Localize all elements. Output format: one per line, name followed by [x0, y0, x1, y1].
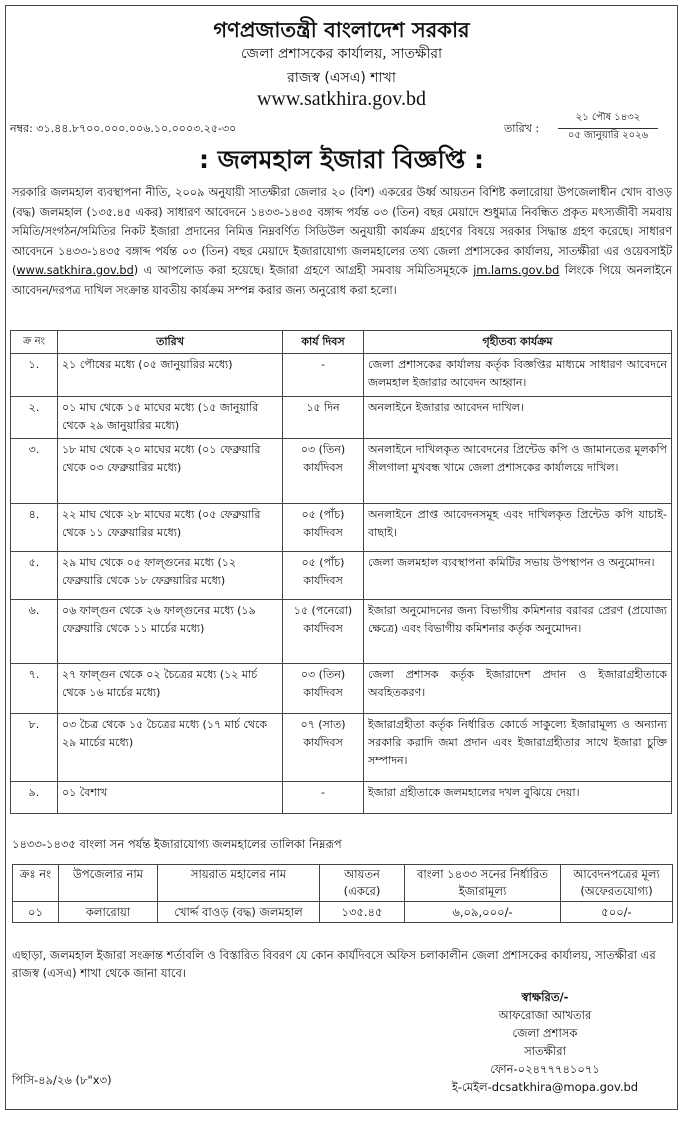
pc-code: পিসি-৪৯/২৬ (৮"x৩) [12, 1073, 112, 1087]
cell-activity: অনলাইনে ইজারার আবেদন দাখিল। [364, 397, 672, 439]
intro-text: সরকারি জলমহাল ব্যবস্থাপনা নীতি, ২০০৯ অনুযায়ী সাতক্ষীরা জেলার ২০ (বিশ) একরের উর্ধ্ব আয়তন বিশিষ্ট কলারোয়া উপজেলাধীন খোদ বাওড় (বদ্ধ) জলমহাল (১৩৫.৪৫ একর) সাধারণ আবেদনে ১৪৩৩-১৪৩৫ বঙ্গাব্দ পর্যন্ত ০৩ (তিন) বছর মেয়াদে শুধুমাত্র নিবন্ধিত প্রকৃত মৎস্যজীবী সমবায় সমিতি/সংগঠন/সমিতির নিকট ইজারা প্রদানের নিমিত্ত নিম্নবর্ণিত সিডিউল অনুযায়ী কার্যক্রম গ্রহণের বিষয়ে সরকার সিদ্ধান্ত গ্রহণ করেছে। সাধারণ আবেদনে ১৪৩৩-১৪৩৫ বঙ্গাব্দ পর্যন্ত ০৩ (তিন) বছর মেয়াদে ইজারাযোগ্য জলমহালের তথ্য জেলা প্রশাসকের কার্যালয়, সাতক্ষীরা এর ওয়েবসাইট ( [12, 186, 672, 277]
cell-upazila: কলারোয়া [59, 902, 158, 923]
signature-block [425, 988, 665, 1096]
date-english: ০৫ জানুয়ারি ২০২৬ [567, 130, 649, 141]
jalmahal-table [12, 864, 673, 923]
cell-workdays: ১৫ দিন [283, 397, 364, 439]
cell-application-fee: ৫০০/- [561, 902, 673, 923]
cell-workdays: ০৫ (পাঁচ) কার্যদিবস [283, 504, 364, 552]
website-link[interactable]: www.satkhira.gov.bd [256, 88, 427, 110]
cell-activity: ইজারা অনুমোদনের জন্য বিভাগীয় কমিশনার বরাবর প্রেরণ (প্রযোজ্য ক্ষেত্রে) এবং বিভাগীয় কমিশনার কর্তৃক অনুমোদন। [364, 600, 672, 664]
cell-activity: অনলাইনে প্রাপ্ত আবেদনসমূহ এবং দাখিলকৃত প্রিন্টেড কপি যাচাই-বাছাই। [364, 504, 672, 552]
cell-activity: জেলা জলমহাল ব্যবস্থাপনা কমিটির সভায় উপস্থাপন ও অনুমোদন। [364, 552, 672, 600]
cell-serial: ৪. [11, 504, 58, 552]
col-header-workdays: কার্য দিবস [283, 331, 364, 354]
col-header-mahal-name: সায়রাত মহালের নাম [158, 865, 320, 902]
notice-title: : জলমহাল ইজারা বিজ্ঞপ্তি : [198, 145, 484, 174]
cell-serial: ১. [11, 354, 58, 397]
col-header-lease-value: বাংলা ১৪৩৩ সনের নির্ধারিত ইজারামূল্য [405, 865, 561, 902]
branch-name: রাজস্ব (এসএ) শাখা [287, 70, 396, 86]
signatory-designation: জেলা প্রশাসক [512, 1026, 578, 1040]
cell-activity: ইজারা গ্রহীতাকে জলমহালের দখল বুঝিয়ে দেয়া। [364, 782, 672, 814]
table-row [11, 504, 672, 552]
col-header-area: আয়তন (একরে) [320, 865, 405, 902]
table-row [11, 552, 672, 600]
lams-link[interactable]: jm.lams.gov.bd [473, 264, 560, 277]
cell-serial: ৯. [11, 782, 58, 814]
email-address[interactable]: ই-মেইল-dcsatkhira@mopa.gov.bd [451, 1080, 639, 1094]
additional-info-note: এছাড়া, জলমহাল ইজারা সংক্রান্ত শর্তাবলি ও বিস্তারিত বিবরণ যে কোন কার্যদিবসে অফিস চলাকালীন জেলা প্রশাসকের কার্যালয়, সাতক্ষীরা এর রাজস্ব (এসএ) শাখা থেকে জানা যাবে। [12, 948, 656, 980]
signatory-name: আফরোজা আখতার [498, 1008, 592, 1022]
cell-lease-value: ৬,০৯,০০০/- [405, 902, 561, 923]
table-row [13, 902, 673, 923]
office-name: জেলা প্রশাসকের কার্যালয়, সাতক্ষীরা [240, 46, 443, 62]
cell-activity: জেলা প্রশাসকের কার্যালয় কর্তৃক বিজ্ঞপ্তির মাধ্যমে সাধারণ আবেদনে জলমহাল ইজারার আবেদন আহ্বান। [364, 354, 672, 397]
cell-area: ১৩৫.৪৫ [320, 902, 405, 923]
col-header-date: তারিখ [58, 331, 283, 354]
phone-number: ফোন-০২৪৭৭৭৪১০৭১ [490, 1062, 600, 1076]
date-label: তারিখ : [504, 122, 540, 135]
cell-date: ১৮ মাঘ থেকে ২০ মাঘের মধ্যে (০১ ফেব্রুয়ারি থেকে ০৩ ফেব্রুয়ারির মধ্যে) [58, 439, 283, 504]
cell-workdays: ০৩ (তিন) কার্যদিবস [283, 439, 364, 504]
table-row [11, 397, 672, 439]
col-header-serial: ক্রঃ নং [13, 865, 59, 902]
cell-date: ২৭ ফাল্গুন থেকে ০২ চৈত্রের মধ্যে (১২ মার্চ থেকে ১৬ মার্চের মধ্যে) [58, 664, 283, 714]
col-header-activity: গৃহীতব্য কার্যক্রম [364, 331, 672, 354]
cell-serial: ৬. [11, 600, 58, 664]
cell-serial: ৩. [11, 439, 58, 504]
col-header-serial: ক্র নং [11, 331, 58, 354]
intro-text: ) এ আপলোড করা হয়েছে। ইজারা গ্রহণে আগ্রহী সমবায় সমিতিসমূহকে [133, 264, 474, 277]
schedule-table [10, 330, 672, 814]
cell-serial: ০১ [13, 902, 59, 923]
table-row [11, 600, 672, 664]
table-row [11, 714, 672, 782]
cell-serial: ২. [11, 397, 58, 439]
cell-workdays: ০৩ (তিন) কার্যদিবস [283, 664, 364, 714]
cell-date: ২২ মাঘ থেকে ২৮ মাঘের মধ্যে (০৫ ফেব্রুয়ারি থেকে ১১ ফেব্রুয়ারির মধ্যে) [58, 504, 283, 552]
website-link-inline[interactable]: www.satkhira.gov.bd [16, 264, 134, 277]
col-header-application-fee: আবেদনপত্রের মূল্য (অফেরতযোগ্য) [561, 865, 673, 902]
cell-workdays: ১৫ (পনেরো) কার্যদিবস [283, 600, 364, 664]
cell-serial: ৭. [11, 664, 58, 714]
table-row [11, 664, 672, 714]
cell-date: ২১ পৌষের মধ্যে (০৫ জানুয়ারির মধ্যে) [58, 354, 283, 397]
date-bangla: ২১ পৌষ ১৪৩২ [558, 110, 658, 129]
col-header-upazila: উপজেলার নাম [59, 865, 158, 902]
cell-workdays: - [283, 782, 364, 814]
cell-workdays: ০৫ (পাঁচ) কার্যদিবস [283, 552, 364, 600]
memo-number: নম্বর: ৩১.৪৪.৮৭০০.০০০.০০৬.১০.০০০৩.২৫-৩০ [10, 122, 237, 135]
cell-activity: জেলা প্রশাসক কর্তৃক ইজারাদেশ প্রদান ও ইজারাগ্রহীতাকে অবহিতকরণ। [364, 664, 672, 714]
table-row [11, 782, 672, 814]
cell-workdays: ০৭ (সাত) কার্যদিবস [283, 714, 364, 782]
table-row [11, 439, 672, 504]
table-row [11, 354, 672, 397]
cell-activity: ইজারাগ্রহীতা কর্তৃক নির্ধারিত কোর্ডে সাকুল্যে ইজারামূল্য ও অন্যান্য সরকারি করাদি জমা প্রদান এবং ইজারাগ্রহীতার সাথে ইজারা চুক্তি সম্পাদন। [364, 714, 672, 782]
cell-workdays: - [283, 354, 364, 397]
cell-date: ০১ মাঘ থেকে ১৫ মাঘের মধ্যে (১৫ জানুয়ারি থেকে ২৯ জানুয়ারির মধ্যে) [58, 397, 283, 439]
cell-serial: ৫. [11, 552, 58, 600]
cell-mahal-name: খোর্দ্দ বাওড় (বদ্ধ) জলমহাল [158, 902, 320, 923]
cell-date: ০১ বৈশাখ [58, 782, 283, 814]
intro-paragraph [12, 183, 672, 300]
cell-date: ০৬ ফাল্গুন থেকে ২৬ ফাল্গুনের মধ্যে (১৯ ফেব্রুয়ারি থেকে ১১ মার্চের মধ্যে) [58, 600, 283, 664]
government-heading: গণপ্রজাতন্ত্রী বাংলাদেশ সরকার [213, 18, 470, 42]
signatory-district: সাতক্ষীরা [524, 1044, 566, 1058]
cell-date: ২৯ মাঘ থেকে ০৫ ফাল্গুনের মধ্যে (১২ ফেব্রুয়ারি থেকে ১৮ ফেব্রুয়ারির মধ্যে) [58, 552, 283, 600]
intro-text: লিংকে গিয়ে অনলাইনে আবেদন/দরপত্র দাখিল সংক্রান্ত যাবতীয় কার্যক্রম সম্পন্ন করার জন্য অনুরোধ করা হলো। [12, 264, 673, 297]
signed-label: স্বাক্ষরিত/- [521, 990, 569, 1004]
list-heading: ১৪৩৩-১৪৩৫ বাংলা সন পর্যন্ত ইজারাযোগ্য জলমহালের তালিকা নিম্নরূপ [12, 837, 342, 851]
cell-activity: অনলাইনে দাখিলকৃত আবেদনের প্রিন্টেড কপি ও জামানতের মূলকপি সীলগালা মুখবন্ধ খামে জেলা প্রশাসকের কার্যালয়ে দাখিল। [364, 439, 672, 504]
cell-date: ০৩ চৈত্র থেকে ১৫ চৈত্রের মধ্যে (১৭ মার্চ থেকে ২৯ মার্চের মধ্যে) [58, 714, 283, 782]
cell-serial: ৮. [11, 714, 58, 782]
